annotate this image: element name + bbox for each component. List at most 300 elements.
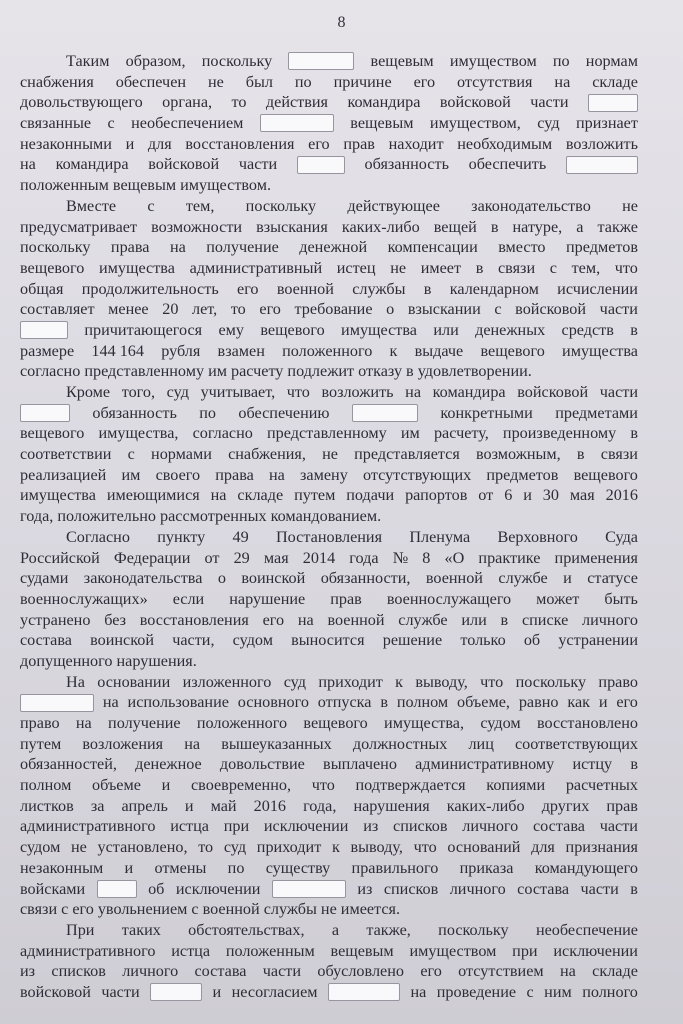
- text-line: [20, 589, 638, 610]
- word: расчетных: [565, 776, 638, 795]
- word: вещевым: [370, 52, 434, 70]
- word: службе: [398, 610, 448, 629]
- word: допущенного: [20, 651, 113, 670]
- word: лет,: [192, 300, 218, 319]
- word: и: [124, 858, 134, 877]
- word: подлежит: [287, 362, 355, 381]
- word: с: [61, 900, 69, 919]
- word: право: [20, 714, 60, 732]
- text-line: [20, 361, 638, 382]
- word: апрель: [121, 796, 168, 815]
- word: им: [208, 362, 227, 381]
- word: выплачено: [323, 755, 397, 774]
- word: в: [576, 445, 585, 464]
- text-line: [20, 72, 638, 93]
- word: возложить: [565, 134, 638, 153]
- word: представленному: [267, 424, 387, 443]
- word: полном: [396, 693, 449, 712]
- text-line: [20, 548, 638, 569]
- word: своевременно,: [190, 776, 291, 795]
- text-line: [20, 237, 638, 258]
- word: положенным: [20, 176, 109, 195]
- word: других: [541, 796, 590, 815]
- document-text: [20, 51, 638, 1003]
- word: восстановлено: [536, 714, 638, 732]
- word: На: [66, 672, 85, 691]
- word: средств: [561, 320, 614, 339]
- word: довольствие: [219, 755, 305, 774]
- word: истца: [171, 941, 211, 960]
- word: своего: [155, 465, 201, 484]
- word: или: [433, 320, 459, 339]
- word: нормам: [585, 52, 638, 70]
- word: истцу: [572, 755, 613, 774]
- word: рубля: [161, 341, 201, 360]
- word: проведение: [436, 982, 517, 1001]
- word: части: [580, 879, 619, 898]
- word: что: [413, 838, 437, 857]
- word: приказа: [459, 858, 514, 877]
- word: не: [320, 900, 337, 919]
- redaction-box: [272, 880, 346, 898]
- word: из: [20, 962, 36, 981]
- word: суд: [283, 672, 306, 691]
- word: №: [392, 548, 409, 567]
- word: суд: [537, 114, 560, 133]
- word: обеспечению: [238, 403, 330, 422]
- word: то: [198, 838, 214, 857]
- word: с: [526, 982, 534, 1001]
- word: списков: [383, 879, 439, 898]
- word: и: [161, 776, 171, 795]
- word: взыскания: [256, 217, 328, 236]
- word: права: [110, 238, 150, 257]
- word: менее: [108, 300, 149, 319]
- word: объеме,: [457, 693, 510, 712]
- word: календарном: [449, 279, 539, 298]
- word: основании: [97, 672, 171, 691]
- word: положенного: [282, 341, 373, 360]
- word: исключении: [553, 941, 638, 960]
- word: полного: [582, 982, 638, 1001]
- word: обязанностей,: [20, 755, 117, 774]
- word: каких-либо: [446, 796, 525, 815]
- word: списков: [393, 817, 448, 836]
- word: ему: [218, 320, 245, 339]
- word: денежное: [135, 755, 202, 774]
- word: рассмотренных: [159, 507, 267, 526]
- word: 29: [233, 548, 250, 567]
- word: военнослужащих»: [20, 589, 148, 608]
- word: складе: [237, 486, 284, 505]
- word: увольнением: [97, 900, 188, 919]
- word: предметов: [565, 238, 638, 257]
- word: на: [75, 714, 92, 732]
- word: отсутствующих: [362, 465, 472, 484]
- word: истца: [170, 817, 209, 836]
- word: денежной: [299, 238, 368, 257]
- text-line: [20, 858, 638, 879]
- word: на: [559, 962, 576, 981]
- text-line: [20, 754, 638, 775]
- word: воинской: [90, 631, 155, 650]
- word: судом: [20, 838, 61, 857]
- word: Постановления: [275, 527, 383, 546]
- word: в: [423, 279, 432, 298]
- word: имущества: [98, 258, 175, 277]
- word: предусматривает: [20, 217, 138, 236]
- word: части: [599, 817, 638, 836]
- word: с: [107, 114, 115, 133]
- word: о: [386, 300, 395, 319]
- word: части: [262, 962, 302, 981]
- word: вещевого: [260, 320, 325, 339]
- text-line: [20, 92, 638, 113]
- word: состава: [20, 631, 72, 650]
- word: правильного: [351, 858, 439, 877]
- word: вместо: [498, 238, 546, 257]
- text-line: [20, 630, 638, 651]
- word: и: [598, 693, 608, 712]
- word: органа,: [162, 93, 213, 112]
- word: связи: [497, 258, 536, 277]
- word: от: [204, 548, 220, 567]
- word: тем,: [571, 258, 601, 277]
- word: имуществом.: [180, 176, 271, 195]
- redaction-box: [20, 694, 94, 712]
- word: Таким: [66, 52, 110, 70]
- word: расчету: [230, 362, 284, 381]
- word: отмены: [154, 858, 207, 877]
- word: на: [210, 486, 227, 505]
- text-line: [20, 465, 638, 486]
- word: требование: [294, 300, 373, 319]
- word: установлено,: [97, 838, 188, 857]
- word: и: [125, 134, 135, 153]
- word: выводу,: [350, 838, 403, 857]
- text-line: [20, 672, 638, 693]
- word: снабжения: [20, 72, 94, 91]
- word: нарушения: [353, 796, 430, 815]
- word: признает: [576, 114, 638, 133]
- word: судом: [480, 714, 521, 732]
- redaction-box: [352, 404, 418, 422]
- word: выдаче: [414, 341, 464, 360]
- word: по: [199, 403, 216, 422]
- word: вещевого: [20, 424, 85, 443]
- word: обстоятельствах,: [188, 920, 305, 939]
- word: таких: [121, 920, 161, 939]
- word: также,: [366, 920, 411, 939]
- word: его: [72, 900, 94, 919]
- word: на: [297, 610, 314, 629]
- word: списке: [521, 610, 569, 629]
- text-line: [20, 527, 638, 548]
- word: обязанности,: [320, 569, 411, 588]
- word: Верховного: [497, 527, 578, 546]
- word: того,: [121, 383, 156, 401]
- text-line: [20, 341, 638, 362]
- text-line: [20, 279, 638, 300]
- text-line: [20, 403, 638, 424]
- word: копиями: [486, 776, 546, 795]
- word: Российской: [20, 548, 100, 567]
- word: также: [597, 217, 638, 236]
- word: службы: [352, 279, 406, 298]
- word: прав: [606, 796, 638, 815]
- word: командира: [55, 155, 129, 174]
- redaction-box: [588, 94, 638, 112]
- word: применения: [554, 548, 638, 567]
- word: его: [308, 134, 330, 153]
- word: листков: [20, 796, 74, 815]
- word: что: [286, 383, 310, 401]
- word: имеющимися: [106, 486, 200, 505]
- word: получение: [206, 238, 279, 257]
- word: конкретными: [440, 403, 533, 422]
- word: административного: [20, 941, 156, 960]
- word: к: [389, 341, 398, 360]
- word: к: [331, 838, 340, 857]
- text-line: [20, 485, 638, 506]
- word: выносится: [291, 631, 365, 650]
- word: с: [127, 445, 135, 464]
- word: военнослужащего: [386, 589, 512, 608]
- word: вышеуказанных: [221, 734, 332, 753]
- word: командира: [432, 383, 506, 401]
- word: несогласием: [231, 982, 318, 1001]
- word: командованием.: [270, 507, 382, 526]
- word: в: [380, 693, 388, 712]
- word: его: [413, 72, 436, 91]
- word: года: [349, 548, 379, 567]
- word: что: [311, 776, 335, 795]
- redaction-box: [566, 156, 638, 174]
- redaction-box: [328, 983, 400, 1001]
- word: произведенному: [502, 424, 617, 443]
- word: на: [102, 693, 119, 712]
- word: на: [20, 155, 36, 174]
- word: 8: [422, 548, 431, 567]
- word: незаконным: [20, 858, 104, 877]
- word: Федерации: [113, 548, 191, 567]
- word: не: [390, 258, 407, 277]
- word: с: [549, 258, 557, 277]
- text-line: [20, 175, 638, 196]
- word: имущества: [562, 341, 638, 360]
- word: и: [184, 796, 194, 815]
- word: существу: [265, 858, 331, 877]
- word: прав: [330, 589, 362, 608]
- word: взыскании: [407, 300, 481, 319]
- word: только: [460, 631, 506, 650]
- word: возможным,: [475, 445, 561, 464]
- word: Суда: [605, 527, 638, 546]
- word: имущества,: [384, 714, 465, 732]
- text-line: [20, 299, 638, 320]
- word: войсковой: [515, 300, 587, 319]
- word: получение: [108, 714, 181, 732]
- word: май: [210, 796, 237, 815]
- word: обеспечить: [468, 155, 547, 174]
- word: практике: [478, 548, 541, 567]
- word: поскольку: [20, 238, 91, 257]
- text-line: [20, 568, 638, 589]
- word: нормами: [151, 445, 212, 464]
- word: по: [294, 72, 312, 91]
- word: состава: [517, 879, 570, 898]
- word: в: [500, 610, 509, 629]
- word: может: [536, 589, 580, 608]
- word: 49: [232, 527, 249, 546]
- word: по: [227, 858, 245, 877]
- word: им: [400, 424, 420, 443]
- word: возможности: [151, 217, 243, 236]
- word: замену: [300, 465, 348, 484]
- redaction-box: [97, 880, 137, 898]
- word: то: [231, 93, 247, 112]
- word: согласно: [192, 424, 253, 443]
- word: использование: [127, 693, 229, 712]
- word: обязанность: [92, 403, 177, 422]
- word: натуре,: [512, 217, 563, 236]
- word: при: [223, 817, 250, 836]
- text-line: [20, 899, 638, 920]
- word: продолжительность: [81, 279, 219, 298]
- word: представляется: [354, 445, 460, 464]
- text-line: [20, 941, 638, 962]
- word: образом,: [125, 52, 186, 70]
- word: что: [480, 672, 504, 691]
- text-line: [20, 217, 638, 238]
- word: из: [357, 879, 373, 898]
- word: личного: [462, 817, 519, 836]
- word: и: [523, 486, 532, 505]
- word: им: [121, 465, 141, 484]
- word: составляет: [20, 300, 95, 319]
- word: Пленума: [409, 527, 471, 546]
- word: отсутствием: [458, 962, 544, 981]
- word: устранено: [20, 610, 91, 629]
- word: рапортов: [405, 486, 468, 505]
- word: соответствии: [20, 445, 112, 464]
- word: 2016: [605, 486, 638, 505]
- word: а: [331, 920, 339, 939]
- word: обусловлено: [317, 962, 404, 981]
- word: путем: [20, 734, 62, 753]
- word: в: [630, 424, 638, 443]
- word: 144 164: [91, 341, 144, 360]
- word: связи: [600, 445, 638, 464]
- text-line: [20, 796, 638, 817]
- text-line: [20, 444, 638, 465]
- word: войсковой: [439, 93, 511, 112]
- word: необеспечением: [131, 114, 244, 133]
- word: войсковой: [148, 155, 220, 174]
- word: Согласно: [66, 527, 130, 546]
- word: соответствующих: [514, 734, 638, 753]
- word: законодательства: [83, 569, 203, 588]
- word: при: [512, 941, 538, 960]
- word: связи: [20, 900, 58, 919]
- word: тем,: [185, 196, 215, 215]
- word: части: [530, 93, 569, 112]
- redaction-box: [20, 404, 70, 422]
- word: учитывает,: [200, 383, 276, 401]
- word: 30: [542, 486, 559, 505]
- word: находит: [388, 134, 444, 153]
- word: оснований: [447, 838, 521, 857]
- word: был: [245, 72, 273, 91]
- word: вещевым: [112, 176, 177, 195]
- word: согласно: [20, 362, 81, 381]
- word: восстановления: [139, 610, 249, 629]
- word: поскольку: [515, 672, 587, 691]
- page-number: 8: [337, 14, 346, 31]
- word: вещевым: [330, 941, 394, 960]
- text-line: [20, 692, 638, 713]
- word: необеспечение: [535, 920, 638, 939]
- word: устранении: [558, 631, 638, 650]
- text-line: [20, 51, 638, 72]
- word: его: [259, 300, 281, 319]
- word: для: [531, 838, 555, 857]
- word: к: [395, 672, 404, 691]
- word: на: [410, 982, 427, 1001]
- word: для: [147, 134, 172, 153]
- text-line: [20, 154, 638, 175]
- word: положенного: [196, 714, 288, 732]
- word: возложить: [321, 383, 394, 401]
- word: части: [599, 383, 638, 401]
- word: административного: [20, 817, 156, 836]
- word: складе: [592, 962, 638, 981]
- word: имущества,: [98, 424, 179, 443]
- word: складе: [592, 72, 638, 91]
- word: и: [563, 569, 572, 588]
- text-line: [20, 113, 638, 134]
- word: службе: [498, 569, 548, 588]
- word: суд: [166, 383, 189, 401]
- word: от: [478, 486, 494, 505]
- word: мая: [263, 548, 289, 567]
- word: с: [147, 196, 155, 215]
- redaction-box: [297, 156, 345, 174]
- word: в: [490, 217, 499, 236]
- word: 2016: [253, 796, 287, 815]
- redaction-box: [150, 983, 202, 1001]
- word: военной: [276, 279, 334, 298]
- word: части: [599, 300, 638, 319]
- word: вещевого: [573, 465, 638, 484]
- word: 20: [162, 300, 179, 319]
- word: исключении: [175, 879, 261, 898]
- redaction-box: [260, 114, 334, 132]
- word: военной: [425, 569, 483, 588]
- word: не: [322, 445, 338, 464]
- word: без: [104, 610, 126, 629]
- word: не: [207, 72, 224, 91]
- word: ним: [544, 982, 572, 1001]
- word: мая: [569, 486, 595, 505]
- text-line: [20, 651, 638, 672]
- word: списков: [51, 962, 106, 981]
- word: военной: [202, 900, 260, 919]
- word: представленному: [84, 362, 205, 381]
- word: отпуска: [317, 693, 372, 712]
- word: административный: [189, 258, 323, 277]
- word: на: [554, 72, 571, 91]
